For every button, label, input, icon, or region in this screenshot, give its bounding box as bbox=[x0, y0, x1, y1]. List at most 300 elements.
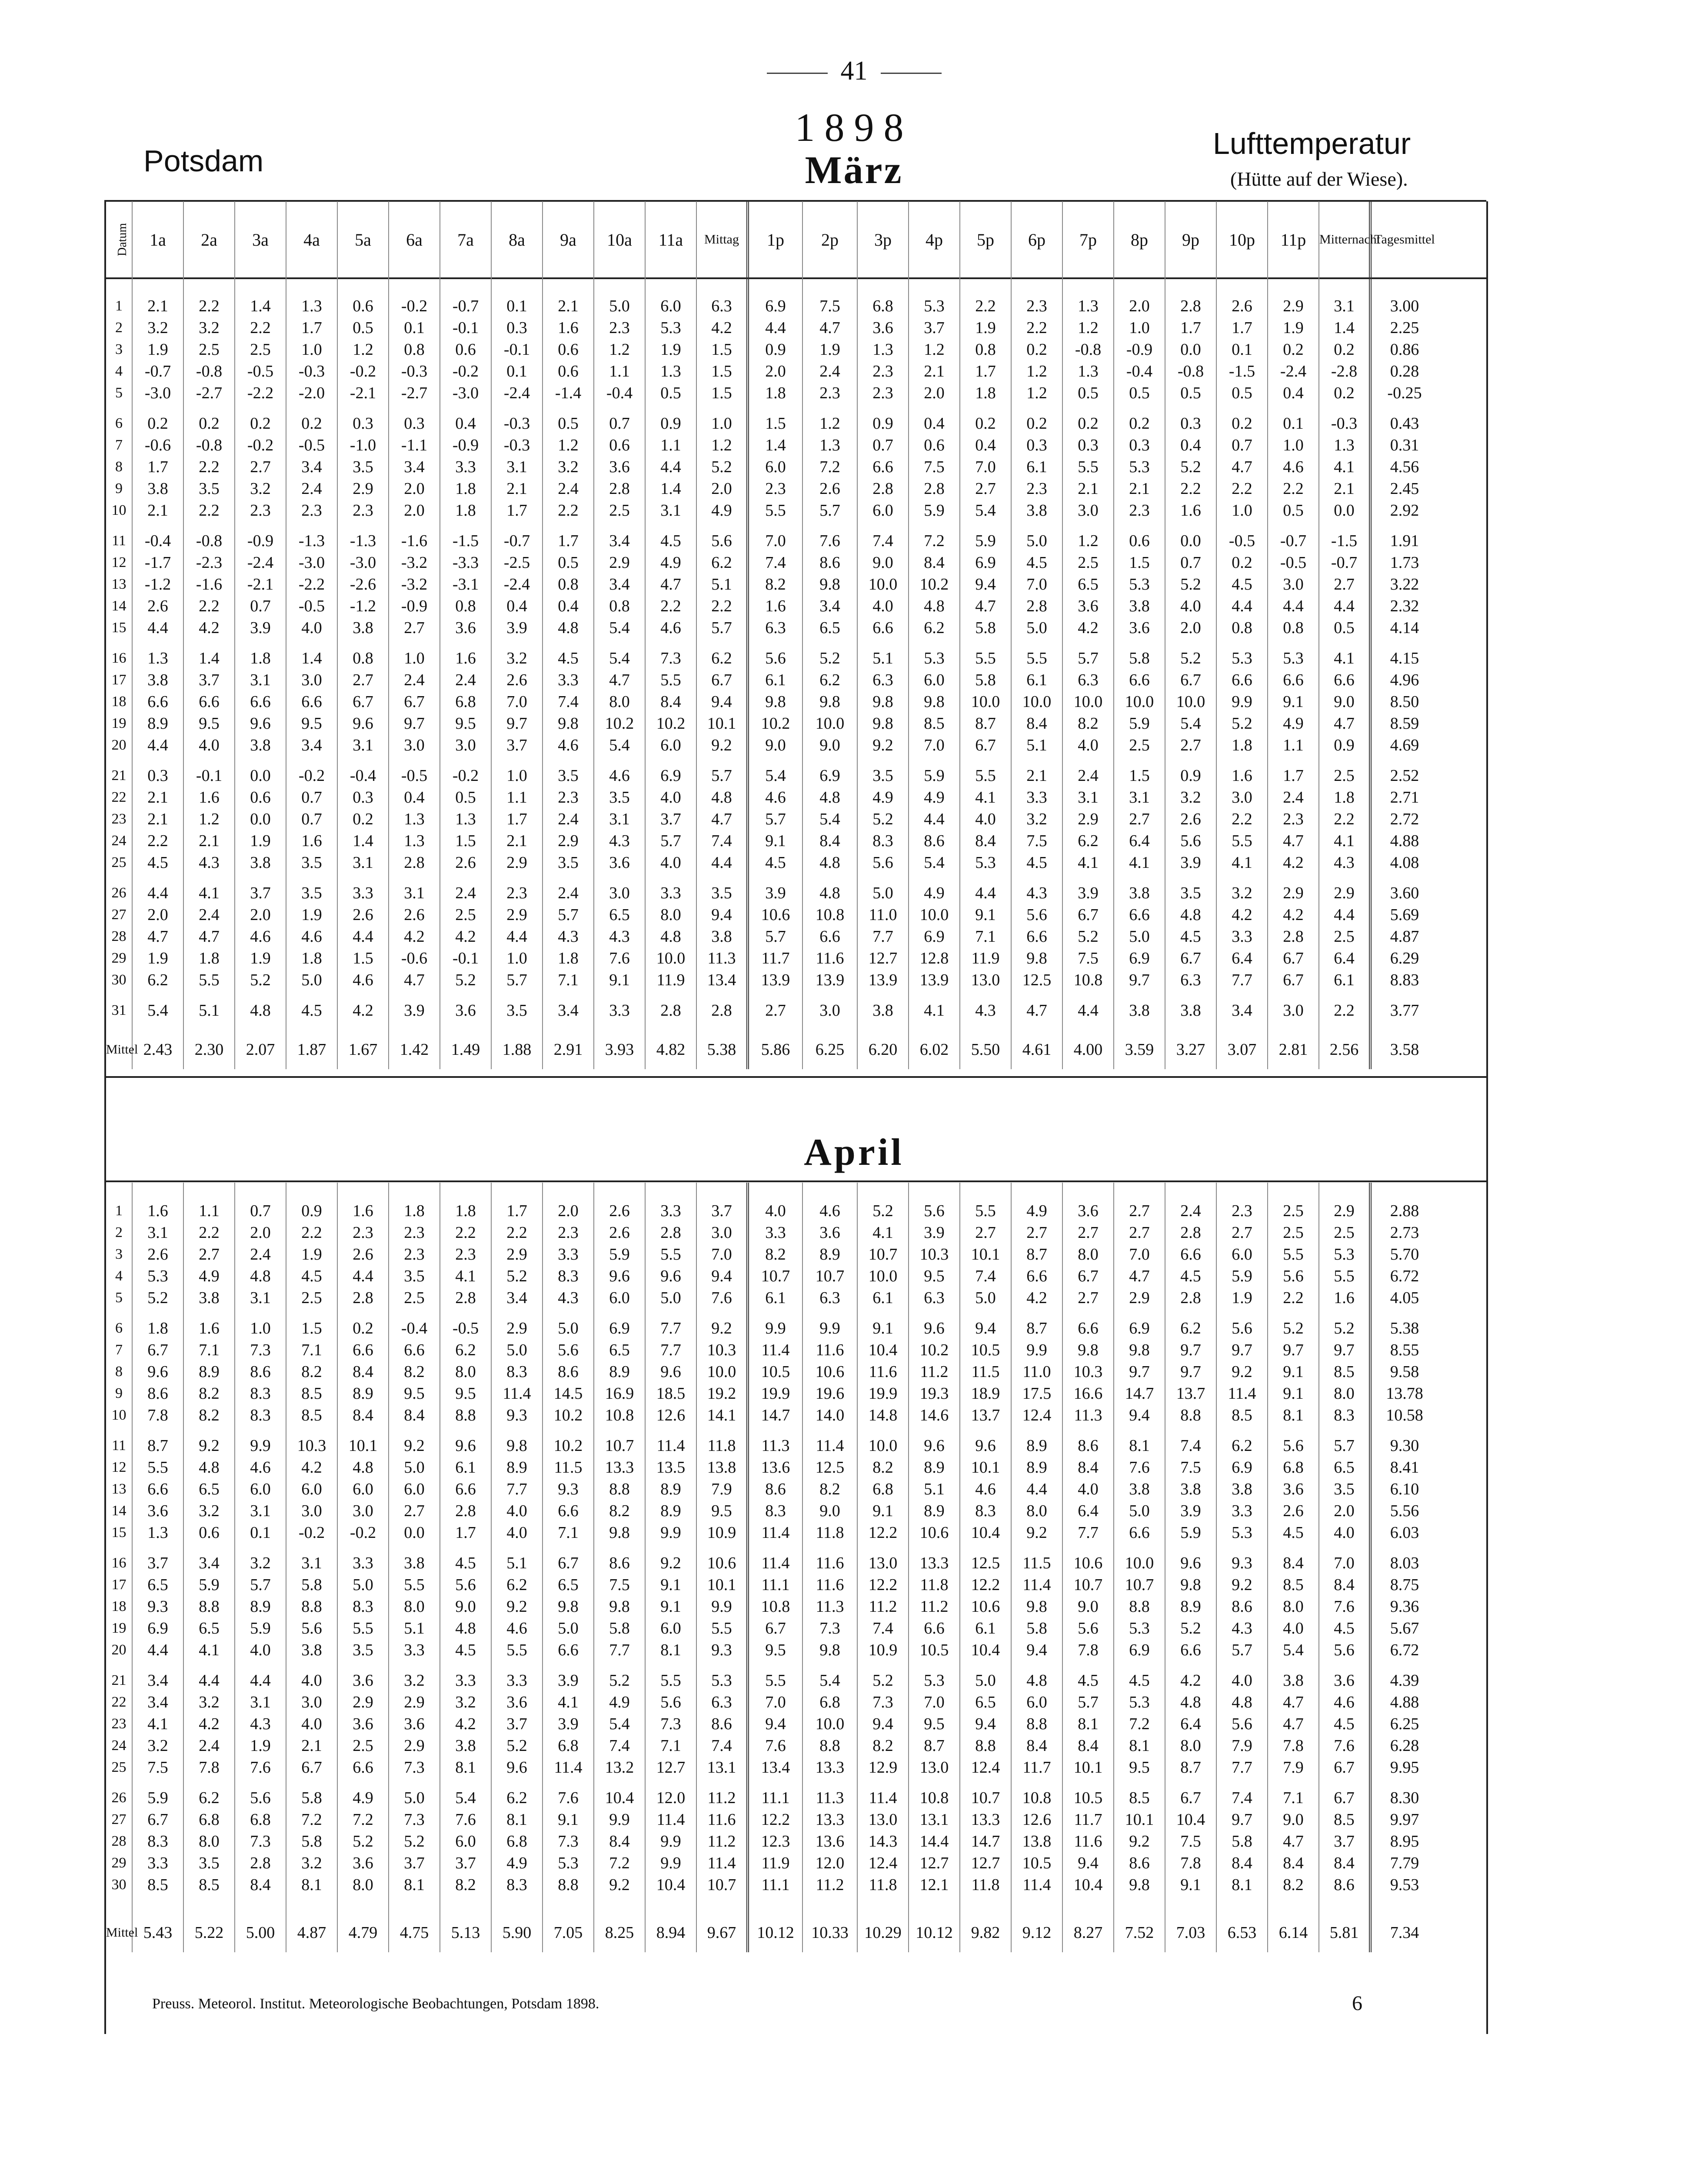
spacer-cell bbox=[1011, 521, 1062, 530]
temperature-cell: 0.5 bbox=[1268, 500, 1319, 521]
temperature-cell: 9.8 bbox=[1114, 1339, 1165, 1361]
table-row bbox=[106, 1222, 1438, 1244]
temperature-cell: 5.81 bbox=[1319, 1913, 1370, 1952]
temperature-cell: 9.6 bbox=[645, 1361, 696, 1383]
spacer-cell bbox=[1370, 756, 1438, 765]
temperature-cell: 6.4 bbox=[1165, 1713, 1216, 1735]
temperature-cell: 3.1 bbox=[389, 882, 440, 904]
temperature-cell: 5.22 bbox=[183, 1913, 235, 1952]
temperature-cell: 3.1 bbox=[132, 1222, 183, 1244]
temperature-cell: 0.6 bbox=[1114, 530, 1165, 552]
temperature-cell: 1.7 bbox=[491, 1200, 543, 1222]
spacer-cell bbox=[183, 1778, 235, 1787]
temperature-cell: 9.8 bbox=[594, 1522, 645, 1544]
temperature-cell: 3.3 bbox=[543, 1244, 594, 1265]
temperature-cell: 5.2 bbox=[696, 456, 748, 478]
temperature-cell: 10.58 bbox=[1370, 1404, 1438, 1426]
temperature-cell: 6.6 bbox=[337, 1339, 389, 1361]
temperature-cell: 2.7 bbox=[1062, 1222, 1114, 1244]
temperature-cell: 7.0 bbox=[909, 734, 960, 756]
temperature-cell: 1.5 bbox=[1114, 552, 1165, 574]
temperature-cell: 1.3 bbox=[286, 295, 337, 317]
temperature-cell: 8.0 bbox=[440, 1361, 491, 1383]
temperature-cell: 9.6 bbox=[909, 1317, 960, 1339]
temperature-cell: 3.6 bbox=[857, 317, 909, 339]
spacer-cell bbox=[696, 404, 748, 413]
temperature-cell: 8.5 bbox=[1114, 1787, 1165, 1809]
temperature-cell: 1.8 bbox=[132, 1317, 183, 1339]
spacer-cell bbox=[1216, 1191, 1268, 1200]
spacer-cell bbox=[1319, 1183, 1370, 1191]
temperature-cell: 8.4 bbox=[1062, 1735, 1114, 1757]
temperature-cell: 4.2 bbox=[1011, 1287, 1062, 1309]
temperature-cell: 7.7 bbox=[1216, 969, 1268, 991]
temperature-cell: 9.9 bbox=[645, 1522, 696, 1544]
temperature-cell: 13.8 bbox=[696, 1457, 748, 1478]
spacer-cell bbox=[645, 278, 696, 287]
temperature-cell: 3.3 bbox=[389, 1639, 440, 1661]
spacer-cell bbox=[645, 287, 696, 295]
temperature-cell: 9.1 bbox=[857, 1500, 909, 1522]
temperature-cell: -0.5 bbox=[1216, 530, 1268, 552]
temperature-cell: 7.7 bbox=[491, 1478, 543, 1500]
temperature-cell: 1.9 bbox=[132, 339, 183, 360]
temperature-cell: -1.7 bbox=[132, 552, 183, 574]
temperature-cell: 1.8 bbox=[440, 1200, 491, 1222]
temperature-cell: 5.4 bbox=[1268, 1639, 1319, 1661]
temperature-cell: 6.0 bbox=[645, 1617, 696, 1639]
temperature-cell: 2.0 bbox=[235, 1222, 286, 1244]
spacer-cell bbox=[909, 287, 960, 295]
temperature-cell: 17.5 bbox=[1011, 1383, 1062, 1404]
temperature-cell: 2.4 bbox=[235, 1244, 286, 1265]
spacer-cell bbox=[748, 1661, 802, 1670]
spacer-cell bbox=[1165, 874, 1216, 882]
temperature-cell: 2.9 bbox=[543, 830, 594, 852]
temperature-cell: 2.1 bbox=[132, 787, 183, 808]
spacer-cell bbox=[960, 521, 1011, 530]
column-header: 5a bbox=[337, 201, 389, 278]
temperature-cell: 0.0 bbox=[1165, 339, 1216, 360]
temperature-cell: 8.1 bbox=[1114, 1435, 1165, 1457]
temperature-cell: 2.2 bbox=[440, 1222, 491, 1244]
spacer-cell bbox=[1114, 1426, 1165, 1435]
spacer-cell bbox=[440, 287, 491, 295]
spacer-cell bbox=[1165, 1183, 1216, 1191]
temperature-cell: 2.5 bbox=[1319, 926, 1370, 947]
temperature-cell: 9.9 bbox=[1216, 691, 1268, 713]
temperature-cell: 0.9 bbox=[1165, 765, 1216, 787]
temperature-cell: 3.0 bbox=[286, 1500, 337, 1522]
temperature-cell: 3.7 bbox=[645, 808, 696, 830]
temperature-cell: 8.2 bbox=[748, 1244, 802, 1265]
spacer-cell bbox=[337, 1778, 389, 1787]
temperature-cell: 18.9 bbox=[960, 1383, 1011, 1404]
temperature-cell: 11.6 bbox=[802, 947, 857, 969]
temperature-cell: 1.4 bbox=[645, 478, 696, 500]
temperature-cell: 7.34 bbox=[1370, 1913, 1438, 1952]
temperature-cell: 8.03 bbox=[1370, 1552, 1438, 1574]
temperature-cell: 11.2 bbox=[909, 1596, 960, 1617]
temperature-cell: 6.8 bbox=[543, 1735, 594, 1757]
temperature-cell: 0.43 bbox=[1370, 413, 1438, 434]
temperature-cell: 5.5 bbox=[389, 1574, 440, 1596]
spacer-cell bbox=[594, 1021, 645, 1030]
temperature-cell: 4.3 bbox=[1011, 882, 1062, 904]
temperature-cell: 9.1 bbox=[645, 1596, 696, 1617]
temperature-cell: 0.3 bbox=[1165, 413, 1216, 434]
spacer-cell bbox=[857, 1896, 909, 1904]
temperature-cell: 2.91 bbox=[543, 1030, 594, 1069]
temperature-cell: 8.4 bbox=[1062, 1457, 1114, 1478]
temperature-cell: 4.56 bbox=[1370, 456, 1438, 478]
temperature-cell: -3.0 bbox=[286, 552, 337, 574]
temperature-cell: 4.3 bbox=[594, 926, 645, 947]
temperature-cell: 9.2 bbox=[696, 1317, 748, 1339]
temperature-cell: 3.4 bbox=[286, 734, 337, 756]
temperature-cell: 2.3 bbox=[286, 500, 337, 521]
temperature-cell: 3.4 bbox=[183, 1552, 235, 1574]
spacer-row bbox=[106, 521, 1438, 530]
spacer-cell bbox=[748, 278, 802, 287]
temperature-cell: 2.92 bbox=[1370, 500, 1438, 521]
temperature-cell: 4.1 bbox=[1114, 852, 1165, 874]
temperature-cell: 2.6 bbox=[132, 595, 183, 617]
temperature-cell: 4.8 bbox=[696, 787, 748, 808]
temperature-cell: 12.9 bbox=[857, 1757, 909, 1778]
temperature-cell: 9.8 bbox=[802, 1639, 857, 1661]
spacer-row bbox=[106, 1778, 1438, 1787]
temperature-cell: 5.9 bbox=[1114, 713, 1165, 734]
spacer-cell bbox=[1319, 1778, 1370, 1787]
spacer-cell bbox=[389, 404, 440, 413]
temperature-cell: 12.7 bbox=[857, 947, 909, 969]
temperature-cell: 5.0 bbox=[857, 882, 909, 904]
spacer-cell bbox=[857, 1183, 909, 1191]
spacer-cell bbox=[440, 1544, 491, 1552]
temperature-cell: -2.7 bbox=[183, 382, 235, 404]
temperature-cell: 4.4 bbox=[183, 1670, 235, 1691]
temperature-cell: 5.6 bbox=[645, 1691, 696, 1713]
temperature-cell: 4.4 bbox=[748, 317, 802, 339]
temperature-cell: -2.3 bbox=[183, 552, 235, 574]
temperature-cell: 2.7 bbox=[235, 456, 286, 478]
temperature-cell: 1.7 bbox=[491, 500, 543, 521]
temperature-cell: 3.2 bbox=[183, 317, 235, 339]
temperature-cell: 6.9 bbox=[1114, 1317, 1165, 1339]
page-number: 41 bbox=[0, 56, 1708, 87]
temperature-cell: 9.8 bbox=[857, 691, 909, 713]
temperature-cell: 1.0 bbox=[1114, 317, 1165, 339]
temperature-cell: 3.0 bbox=[1268, 1000, 1319, 1021]
temperature-cell: 10.8 bbox=[802, 904, 857, 926]
temperature-cell: 5.7 bbox=[802, 500, 857, 521]
temperature-cell: 5.2 bbox=[802, 647, 857, 669]
temperature-cell: 6.5 bbox=[802, 617, 857, 639]
temperature-cell: -3.0 bbox=[440, 382, 491, 404]
temperature-cell: 7.4 bbox=[594, 1735, 645, 1757]
temperature-cell: 3.5 bbox=[594, 787, 645, 808]
temperature-cell: 1.3 bbox=[389, 808, 440, 830]
temperature-cell: 0.6 bbox=[337, 295, 389, 317]
spacer-cell bbox=[183, 1191, 235, 1200]
temperature-cell: 5.2 bbox=[337, 1831, 389, 1852]
temperature-cell: 0.0 bbox=[1165, 530, 1216, 552]
temperature-cell: 4.5 bbox=[1216, 574, 1268, 595]
temperature-cell: 11.5 bbox=[960, 1361, 1011, 1383]
temperature-cell: 6.7 bbox=[543, 1552, 594, 1574]
temperature-cell: 19.2 bbox=[696, 1383, 748, 1404]
temperature-cell: 1.6 bbox=[1216, 765, 1268, 787]
temperature-cell: 5.90 bbox=[491, 1913, 543, 1952]
spacer-cell bbox=[183, 278, 235, 287]
temperature-cell: 2.4 bbox=[440, 882, 491, 904]
spacer-cell bbox=[132, 756, 183, 765]
spacer-cell bbox=[594, 756, 645, 765]
temperature-cell: 2.5 bbox=[235, 339, 286, 360]
temperature-cell: 2.9 bbox=[1319, 1200, 1370, 1222]
temperature-cell: 4.0 bbox=[286, 1713, 337, 1735]
temperature-cell: 5.5 bbox=[645, 1244, 696, 1265]
temperature-cell: 9.0 bbox=[748, 734, 802, 756]
temperature-cell: 9.12 bbox=[1011, 1913, 1062, 1952]
temperature-cell: 12.7 bbox=[960, 1852, 1011, 1874]
temperature-cell: 3.6 bbox=[1114, 617, 1165, 639]
temperature-cell: 6.1 bbox=[440, 1457, 491, 1478]
temperature-cell: 8.3 bbox=[960, 1500, 1011, 1522]
temperature-cell: 10.4 bbox=[857, 1339, 909, 1361]
temperature-cell: 4.1 bbox=[909, 1000, 960, 1021]
temperature-cell: 8.6 bbox=[696, 1713, 748, 1735]
temperature-cell: 14.7 bbox=[1114, 1383, 1165, 1404]
temperature-cell: 2.3 bbox=[857, 360, 909, 382]
temperature-cell: 12.2 bbox=[857, 1574, 909, 1596]
spacer-cell bbox=[909, 404, 960, 413]
temperature-cell: 4.7 bbox=[960, 595, 1011, 617]
temperature-cell: 10.2 bbox=[543, 1435, 594, 1457]
spacer-cell bbox=[1011, 1309, 1062, 1317]
temperature-cell: 3.3 bbox=[491, 1670, 543, 1691]
temperature-cell: 1.8 bbox=[1319, 787, 1370, 808]
spacer-cell bbox=[1370, 278, 1438, 287]
temperature-cell: 3.9 bbox=[389, 1000, 440, 1021]
temperature-cell: 2.6 bbox=[132, 1244, 183, 1265]
temperature-cell: 7.4 bbox=[696, 1735, 748, 1757]
temperature-cell: 1.5 bbox=[748, 413, 802, 434]
temperature-cell: 6.7 bbox=[1268, 969, 1319, 991]
date-cell: 15 bbox=[111, 1524, 127, 1540]
temperature-cell: 9.2 bbox=[1216, 1361, 1268, 1383]
temperature-cell: 5.2 bbox=[594, 1670, 645, 1691]
temperature-cell: 6.5 bbox=[183, 1617, 235, 1639]
temperature-cell: 4.0 bbox=[1268, 1617, 1319, 1639]
spacer-cell bbox=[748, 1183, 802, 1191]
temperature-cell: 5.3 bbox=[909, 1670, 960, 1691]
temperature-cell: 8.9 bbox=[491, 1457, 543, 1478]
temperature-cell: 7.1 bbox=[543, 969, 594, 991]
temperature-cell: 4.9 bbox=[857, 787, 909, 808]
temperature-cell: 8.9 bbox=[645, 1478, 696, 1500]
table-row bbox=[106, 765, 1438, 787]
temperature-cell: 3.0 bbox=[337, 1500, 389, 1522]
spacer-cell bbox=[286, 1021, 337, 1030]
temperature-cell: 6.7 bbox=[337, 691, 389, 713]
temperature-cell: 8.55 bbox=[1370, 1339, 1438, 1361]
temperature-cell: 7.5 bbox=[1165, 1457, 1216, 1478]
spacer-cell bbox=[543, 1544, 594, 1552]
temperature-cell: 0.4 bbox=[909, 413, 960, 434]
temperature-cell: 3.5 bbox=[491, 1000, 543, 1021]
temperature-cell: -0.3 bbox=[286, 360, 337, 382]
temperature-cell: 5.1 bbox=[857, 647, 909, 669]
temperature-cell: 3.1 bbox=[1062, 787, 1114, 808]
temperature-cell: 6.6 bbox=[857, 456, 909, 478]
temperature-cell: 2.2 bbox=[132, 830, 183, 852]
temperature-cell: 2.2 bbox=[183, 595, 235, 617]
column-header: 7p bbox=[1062, 201, 1114, 278]
temperature-cell: 4.2 bbox=[1268, 904, 1319, 926]
temperature-cell: -1.5 bbox=[1216, 360, 1268, 382]
spacer-cell bbox=[1011, 404, 1062, 413]
temperature-cell: 2.5 bbox=[594, 500, 645, 521]
temperature-cell: 1.8 bbox=[389, 1200, 440, 1222]
temperature-cell: -3.0 bbox=[337, 552, 389, 574]
temperature-cell: 13.1 bbox=[696, 1757, 748, 1778]
temperature-cell: 9.6 bbox=[1165, 1552, 1216, 1574]
spacer-cell bbox=[1011, 1896, 1062, 1904]
temperature-cell: 11.1 bbox=[748, 1787, 802, 1809]
temperature-cell: 2.1 bbox=[909, 360, 960, 382]
temperature-cell: 4.5 bbox=[1011, 852, 1062, 874]
spacer-cell bbox=[543, 1183, 594, 1191]
temperature-cell: 9.58 bbox=[1370, 1361, 1438, 1383]
temperature-cell: 6.7 bbox=[1165, 1787, 1216, 1809]
temperature-cell: 2.3 bbox=[337, 500, 389, 521]
date-cell: 30 bbox=[111, 972, 127, 988]
temperature-cell: 2.9 bbox=[594, 552, 645, 574]
spacer-cell bbox=[337, 1896, 389, 1904]
temperature-cell: 5.7 bbox=[1216, 1639, 1268, 1661]
temperature-cell: 5.3 bbox=[1114, 1617, 1165, 1639]
temperature-cell: 4.14 bbox=[1370, 617, 1438, 639]
date-cell: 2 bbox=[115, 320, 123, 336]
temperature-cell: 5.9 bbox=[1216, 1265, 1268, 1287]
temperature-cell: 11.9 bbox=[645, 969, 696, 991]
temperature-cell: 5.9 bbox=[235, 1617, 286, 1639]
spacer-cell bbox=[645, 1661, 696, 1670]
temperature-cell: -1.0 bbox=[337, 434, 389, 456]
spacer-cell bbox=[645, 404, 696, 413]
temperature-cell: 7.79 bbox=[1370, 1852, 1438, 1874]
temperature-cell: 9.2 bbox=[696, 734, 748, 756]
temperature-cell: 2.7 bbox=[748, 1000, 802, 1021]
temperature-cell: 3.6 bbox=[440, 1000, 491, 1021]
temperature-cell: 1.5 bbox=[337, 947, 389, 969]
temperature-cell: 1.6 bbox=[337, 1200, 389, 1222]
temperature-cell: 8.2 bbox=[183, 1404, 235, 1426]
spacer-cell bbox=[909, 521, 960, 530]
temperature-cell: 9.2 bbox=[1011, 1522, 1062, 1544]
temperature-cell: -2.0 bbox=[286, 382, 337, 404]
spacer-cell bbox=[1011, 1544, 1062, 1552]
temperature-cell: 4.0 bbox=[1062, 1478, 1114, 1500]
temperature-cell: 1.2 bbox=[1011, 382, 1062, 404]
spacer-cell bbox=[1011, 874, 1062, 882]
spacer-cell bbox=[1165, 1021, 1216, 1030]
temperature-cell: 10.6 bbox=[909, 1522, 960, 1544]
spacer-cell bbox=[235, 278, 286, 287]
temperature-cell: 12.0 bbox=[645, 1787, 696, 1809]
temperature-cell: 4.3 bbox=[1319, 852, 1370, 874]
temperature-cell: 4.8 bbox=[1216, 1691, 1268, 1713]
temperature-cell: 11.9 bbox=[748, 1852, 802, 1874]
temperature-cell: 9.8 bbox=[748, 691, 802, 713]
spacer-cell bbox=[645, 1191, 696, 1200]
temperature-cell: 2.8 bbox=[440, 1500, 491, 1522]
column-header: 8p bbox=[1114, 201, 1165, 278]
temperature-cell: 2.9 bbox=[1268, 295, 1319, 317]
temperature-cell: 3.22 bbox=[1370, 574, 1438, 595]
temperature-cell: 3.93 bbox=[594, 1030, 645, 1069]
temperature-cell: 8.0 bbox=[1011, 1500, 1062, 1522]
temperature-cell: 11.4 bbox=[543, 1757, 594, 1778]
temperature-cell: 5.5 bbox=[132, 1457, 183, 1478]
temperature-cell: 0.7 bbox=[857, 434, 909, 456]
temperature-cell: 7.8 bbox=[183, 1757, 235, 1778]
spacer-cell bbox=[1165, 1904, 1216, 1913]
spacer-cell bbox=[337, 874, 389, 882]
spacer-cell bbox=[696, 1904, 748, 1913]
spacer-cell bbox=[183, 521, 235, 530]
spacer-cell bbox=[1268, 1544, 1319, 1552]
spacer-cell bbox=[1165, 1896, 1216, 1904]
temperature-cell: 5.6 bbox=[235, 1787, 286, 1809]
temperature-cell: 0.5 bbox=[543, 552, 594, 574]
temperature-cell: 3.9 bbox=[235, 617, 286, 639]
temperature-cell: 4.7 bbox=[1114, 1265, 1165, 1287]
temperature-cell: 9.0 bbox=[802, 734, 857, 756]
temperature-cell: 9.3 bbox=[132, 1596, 183, 1617]
table-row bbox=[106, 295, 1438, 317]
temperature-cell: 10.2 bbox=[748, 713, 802, 734]
spacer-cell bbox=[1011, 1426, 1062, 1435]
temperature-cell: 1.0 bbox=[1268, 434, 1319, 456]
temperature-cell: 6.6 bbox=[286, 691, 337, 713]
temperature-cell: 9.0 bbox=[1062, 1596, 1114, 1617]
temperature-cell: 8.8 bbox=[1165, 1404, 1216, 1426]
temperature-cell: 7.1 bbox=[1268, 1787, 1319, 1809]
temperature-cell: 8.4 bbox=[1011, 1735, 1062, 1757]
temperature-cell: 8.6 bbox=[909, 830, 960, 852]
date-cell: 27 bbox=[111, 907, 127, 923]
temperature-cell: 11.6 bbox=[857, 1361, 909, 1383]
temperature-cell: 4.8 bbox=[337, 1457, 389, 1478]
spacer-cell bbox=[909, 1904, 960, 1913]
temperature-cell: 0.2 bbox=[1011, 339, 1062, 360]
spacer-cell bbox=[440, 1021, 491, 1030]
temperature-cell: 1.9 bbox=[235, 1735, 286, 1757]
temperature-cell: 19.3 bbox=[909, 1383, 960, 1404]
spacer-cell bbox=[802, 874, 857, 882]
column-header: 11a bbox=[645, 201, 696, 278]
temperature-cell: 2.5 bbox=[1062, 552, 1114, 574]
temperature-cell: 4.7 bbox=[1319, 713, 1370, 734]
temperature-cell: 5.1 bbox=[491, 1552, 543, 1574]
temperature-cell: 3.0 bbox=[1268, 574, 1319, 595]
temperature-cell: 3.8 bbox=[389, 1552, 440, 1574]
spacer-cell bbox=[645, 639, 696, 647]
spacer-cell bbox=[960, 1309, 1011, 1317]
